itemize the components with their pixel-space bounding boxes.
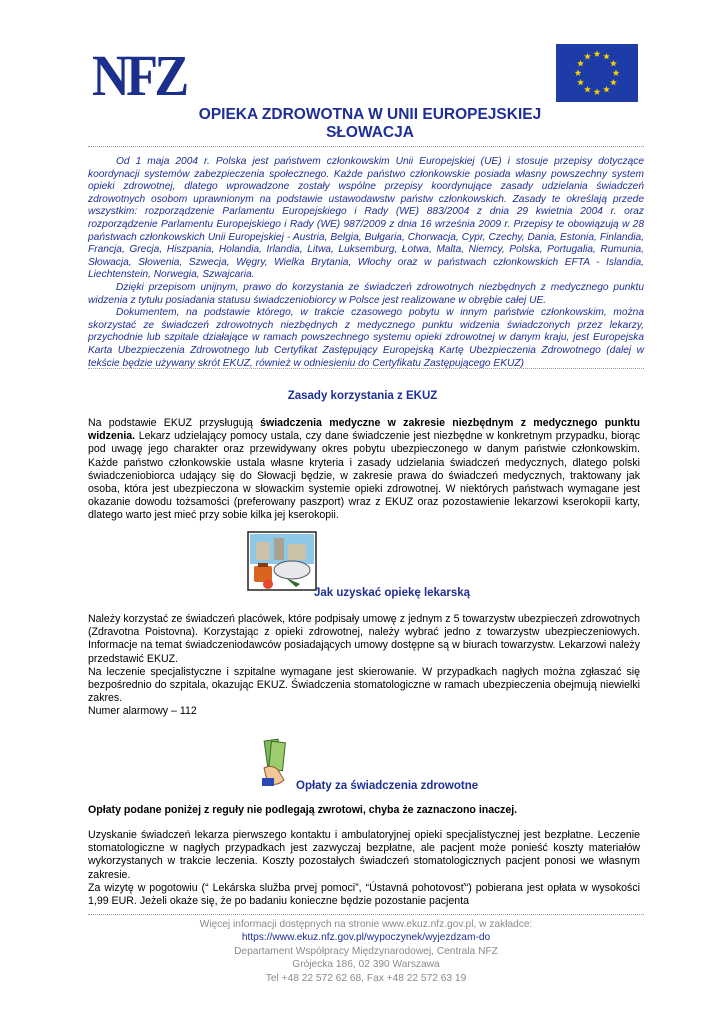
intro-paragraph: Od 1 maja 2004 r. Polska jest państwem członkowskim Unii Europejskiej (UE) i stosuje przepisy dotyczące koordynacji systemów zabezpieczenia społecznego. Każde państwo członkowskie posiada własny powszechny system opieki zdrowotnej, dlatego wprowadzone zostały wspólne przepisy koordynujące zasady udzielania świadczeń zdrowotnych osobom uprawnionym na podstawie ustawodawstw państw członkowskich. Zasady te określają przede wszystkim: rozporządzenie Parlamentu Europejskiego i Rady (WE) 883/2004 z dnia 29 kwietnia 2004 r. oraz rozporządzenie Parlamentu Europejskiego i Rady (WE) 987/2009 z dnia 16 września 2009 r. Przepisy te obowiązują w 28 państwach członkowskich Unii Europejskiej - Austria, Belgia, Bułgaria, Chorwacja, Cypr, Czechy, Dania, Estonia, Finlandia, Francja, Grecja, Hiszpania, Holandia, Irlandia, Litwa, Luksemburg, Łotwa, Malta, Niemcy, Polska, Portugalia, Rumunia, Słowacja, Słowenia, Szwecja, Węgry, Wielka Brytania, Włochy oraz w państwach członkowskich EFTA - Islandia, Liechtenstein, Norwegia, Szwajcaria. <box>88 156 644 281</box>
fees-block <box>88 829 640 908</box>
nfz-logo-text: NFZ <box>92 43 186 108</box>
fees-note <box>88 804 640 817</box>
eu-star-icon <box>584 86 591 93</box>
section-heading-ekuz-rules: Zasady korzystania z EKUZ <box>287 390 438 402</box>
fees-paragraph: Uzyskanie świadczeń lekarza pierwszego kontaktu i ambulatoryjnej opieki specjalistycznej jest bezpłatne. Leczenie stomatologiczne w nagłych przypadkach jest zazwyczaj bezpłatne, ale pacjent może ponieść koszty materiałów wykorzystanych w trakcie leczenia. Koszty pozostałych świadczeń stomatologicznych pacjent ponosi we własnym zakresie. <box>88 829 640 881</box>
medical-care-paragraph: Na leczenie specjalistyczne i szpitalne wymagane jest skierowanie. W przypadkach nagłych można zgłaszać się bezpośrednio do szpitala, okazując EKUZ. Świadczenia stomatologiczne w ramach ubezpieczenia obejmują niewielki zakres. <box>88 665 640 705</box>
page-subtitle-country: SŁOWACJA <box>326 124 414 141</box>
divider <box>88 146 644 147</box>
money-hand-icon <box>260 738 290 788</box>
eu-star-icon <box>594 88 601 95</box>
footer-department: Departament Współpracy Międzynarodowej, Centrala NFZ <box>234 945 498 957</box>
divider <box>88 914 644 915</box>
footer-address: Grójecka 186, 02 390 Warszawa <box>292 959 440 971</box>
medical-care-paragraph: Należy korzystać ze świadczeń placówek, które podpisały umowę z jednym z 5 towarzystw ubezpieczeń zdrowotnych (Zdravotna Poistovna). Korzystając z opieki zdrowotnej, należy wybrać jedno z towarzystw ubezpieczeniowych. Informacje na temat świadczeniodawców posiadających umowy dostępne są w biurach towarzystw. Lekarzowi należy przedstawić EKUZ. <box>88 613 640 665</box>
eu-star-icon <box>577 79 584 86</box>
emergency-number: Numer alarmowy – 112 <box>88 705 197 718</box>
eu-star-icon <box>610 60 617 67</box>
footer-link[interactable]: https://www.ekuz.nfz.gov.pl/wypoczynek/wyjezdzam-do <box>241 932 491 944</box>
nfz-logo <box>92 43 202 108</box>
text-span: Lekarz udzielający pomocy ustala, czy dane świadczenie jest niezbędne w konkretnym przypadku, biorąc pod uwagę jego charakter oraz przewidywany okres pobytu ubezpieczonego w danym państwie członkowskim. Każde państwo członkowskie ustala własne kryteria i zasady udzielania świadczeń medycznych, dlatego polski świadczeniobiorca udający się do Słowacji będzie, w zakresie prawa do świadczeń medycznych, traktowany jak osoba, która jest ubezpieczona w słowackim systemie opieki zdrowotnej. W niektórych państwach wymagane jest okazanie dowodu tożsamości (preferowany paszport) wraz z EKUZ oraz pozostawienie lekarzowi kserokopii karty, dlatego warto jest mieć przy sobie kilka jej kserokopii. <box>88 430 640 522</box>
page-title: OPIEKA ZDROWOTNA W UNII EUROPEJSKIEJ <box>198 106 542 123</box>
eu-star-icon <box>613 69 620 76</box>
medical-care-block <box>88 613 640 719</box>
eu-stars <box>556 44 638 102</box>
footer-info: Więcej informacji dostępnych na stronie www.ekuz.nfz.gov.pl, w zakładce: <box>199 919 533 930</box>
eu-star-icon <box>594 50 601 57</box>
footer <box>88 918 644 985</box>
footer-phone: Tel +48 22 572 62 68, Fax +48 22 572 63 19 <box>265 972 467 984</box>
bold-text: świadczenia medyczne w zakresie niezbędnym z medycznego punktu widzenia. <box>88 417 640 443</box>
eu-star-icon <box>584 53 591 60</box>
eu-star-icon <box>603 86 610 93</box>
eu-star-icon <box>603 53 610 60</box>
section-heading-fees: Opłaty za świadczenia zdrowotne <box>296 780 479 792</box>
intro-paragraph: Dzięki przepisom unijnym, prawo do korzystania ze świadczeń zdrowotnych niezbędnych z medycznego punktu widzenia z tytułu posiadania statusu świadczeniobiorcy w Polsce jest realizowane w obrębie całej UE. <box>88 281 644 306</box>
eu-star-icon <box>577 60 584 67</box>
fees-bold-note: Opłaty podane poniżej z reguły nie podlegają zwrotowi, chyba że zaznaczono inaczej. <box>88 804 518 816</box>
intro-block <box>88 156 644 370</box>
ekuz-rules-paragraph <box>88 417 640 523</box>
eu-flag-icon <box>556 44 638 102</box>
fees-paragraph: Za wizytę w pogotowiu (“ Lekárska služba prvej pomoci”, “Ústavná pohotovosť“) pobierana jest opłata w wysokości 1,99 EUR. Jeżeli okaże się, że po badaniu konieczne będzie pozostanie pacjenta <box>88 881 640 908</box>
divider <box>88 368 644 369</box>
eu-star-icon <box>575 69 582 76</box>
eu-star-icon <box>610 79 617 86</box>
text-span: Na podstawie EKUZ przysługują <box>88 417 261 429</box>
section-heading-medical-care: Jak uzyskać opiekę lekarską <box>314 587 471 599</box>
travel-clipart-icon <box>246 530 318 592</box>
intro-paragraph: Dokumentem, na podstawie którego, w trakcie czasowego pobytu w innym państwie członkowskim, można skorzystać ze świadczeń zdrowotnych niezbędnych z medycznego punktu widzenia świadczonych przez lekarzy, przychodnie lub szpitale działające w ramach powszechnego systemu opieki zdrowotnej w danym kraju, jest Europejska Karta Ubezpieczenia Zdrowotnego lub Certyfikat Zastępujący Europejską Kartę Ubezpieczenia Zdrowotnego (dalej w tekście będzie używany skrót EKUZ, również w odniesieniu do Certyfikatu Zastępującego EKUZ) <box>88 307 644 369</box>
